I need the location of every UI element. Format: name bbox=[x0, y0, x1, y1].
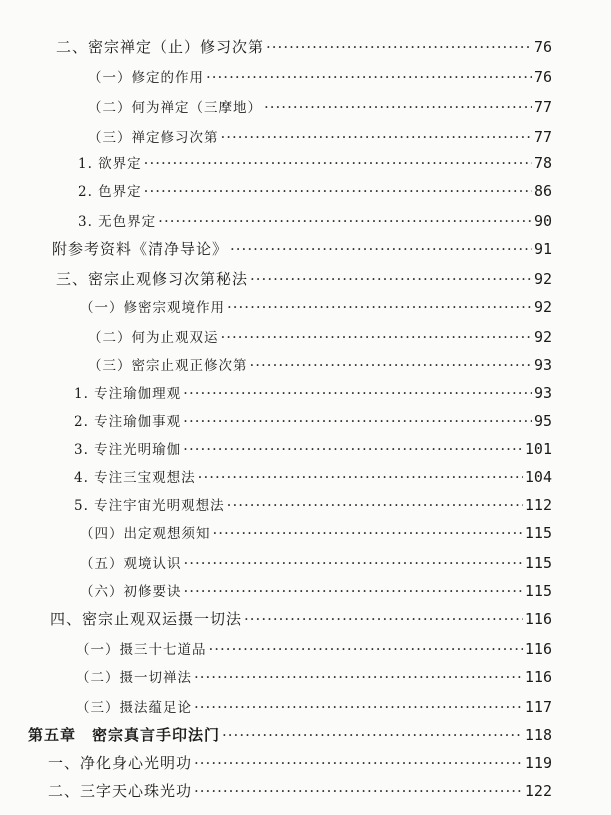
toc-entry-page: 119 bbox=[524, 754, 552, 772]
toc-entry bbox=[80, 578, 552, 604]
toc-entry-page: 78 bbox=[533, 154, 552, 172]
toc-entry-page: 93 bbox=[533, 384, 552, 402]
toc-entry-title: 4. 专注三宝观想法 bbox=[74, 470, 196, 486]
toc-entry bbox=[76, 694, 552, 720]
toc-entry-title: 附参考资料《清净导论》 bbox=[52, 240, 229, 258]
toc-entry-page: 91 bbox=[533, 240, 552, 258]
toc-entry bbox=[56, 34, 552, 60]
toc-entry-title: 1. 欲界定 bbox=[78, 156, 142, 172]
toc-entry-title: （二）何为禅定（三摩地） bbox=[88, 100, 262, 116]
toc-entry-title: 四、密宗止观双运摄一切法 bbox=[50, 610, 243, 628]
toc-entry-title: 3. 专注光明瑜伽 bbox=[74, 442, 182, 458]
dot-leader bbox=[183, 436, 523, 462]
toc-entry-title: （三）摄法蕴足论 bbox=[76, 700, 192, 716]
dot-leader bbox=[183, 380, 532, 406]
toc-entry bbox=[48, 750, 552, 776]
toc-entry bbox=[80, 550, 552, 576]
toc-entry-page: 112 bbox=[524, 496, 552, 514]
toc-entry bbox=[80, 520, 552, 546]
toc-entry-title: （二）何为止观双运 bbox=[88, 330, 219, 346]
dot-leader bbox=[222, 722, 523, 748]
toc-entry-title: 二、密宗禅定（止）修习次第 bbox=[56, 38, 265, 56]
toc-entry bbox=[28, 722, 552, 748]
toc-entry bbox=[48, 778, 552, 804]
dot-leader bbox=[213, 520, 523, 546]
toc-entry-page: 92 bbox=[533, 270, 552, 288]
dot-leader bbox=[198, 464, 523, 490]
dot-leader bbox=[221, 124, 532, 150]
toc-entry-page: 104 bbox=[524, 468, 552, 486]
toc-entry-page: 77 bbox=[533, 128, 552, 146]
toc-entry bbox=[74, 436, 552, 462]
toc-entry bbox=[88, 94, 552, 120]
toc-entry bbox=[78, 208, 552, 234]
toc-entry bbox=[80, 294, 552, 320]
toc-entry bbox=[56, 266, 552, 292]
toc-entry-title: 三、密宗止观修习次第秘法 bbox=[56, 270, 249, 288]
dot-leader bbox=[221, 324, 532, 350]
toc-entry-title: 2. 色界定 bbox=[78, 184, 142, 200]
toc-entry-page: 86 bbox=[533, 182, 552, 200]
toc-entry-title: 2. 专注瑜伽事观 bbox=[74, 414, 182, 430]
toc-entry bbox=[88, 124, 552, 150]
dot-leader bbox=[144, 178, 532, 204]
dot-leader bbox=[266, 34, 532, 60]
toc-entry bbox=[88, 324, 552, 350]
toc-entry-title: （一）修定的作用 bbox=[88, 70, 204, 86]
toc-entry-page: 77 bbox=[533, 98, 552, 116]
toc-entry bbox=[88, 64, 552, 90]
toc-entry-title: （四）出定观想须知 bbox=[80, 526, 211, 542]
dot-leader bbox=[227, 294, 532, 320]
dot-leader bbox=[206, 64, 532, 90]
toc-entry-title: （五）观境认识 bbox=[80, 556, 182, 572]
toc-entry-page: 115 bbox=[524, 524, 552, 542]
dot-leader bbox=[144, 150, 532, 176]
toc-entry bbox=[88, 352, 552, 378]
dot-leader bbox=[194, 694, 523, 720]
toc-entry-page: 93 bbox=[533, 356, 552, 374]
toc-entry-page: 90 bbox=[533, 212, 552, 230]
toc-entry-title: （三）密宗止观正修次第 bbox=[88, 358, 248, 374]
dot-leader bbox=[184, 550, 523, 576]
toc-entry-title: 3. 无色界定 bbox=[78, 214, 157, 230]
toc-entry bbox=[50, 606, 552, 632]
toc-entry-page: 116 bbox=[524, 640, 552, 658]
toc-entry-title: 5. 专注宇宙光明观想法 bbox=[74, 498, 225, 514]
dot-leader bbox=[209, 636, 523, 662]
toc-entry bbox=[74, 464, 552, 490]
toc-entry-page: 118 bbox=[524, 726, 552, 744]
toc-entry bbox=[78, 150, 552, 176]
toc-entry-title: 1. 专注瑜伽理观 bbox=[74, 386, 182, 402]
toc-entry-page: 101 bbox=[524, 440, 552, 458]
toc-entry-title: （二）摄一切禅法 bbox=[76, 670, 192, 686]
toc-entry bbox=[74, 408, 552, 434]
toc-entry-page: 76 bbox=[533, 68, 552, 86]
toc-entry bbox=[52, 236, 552, 262]
toc-entry-page: 116 bbox=[524, 610, 552, 628]
toc-entry-page: 122 bbox=[524, 782, 552, 800]
toc-entry-page: 92 bbox=[533, 298, 552, 316]
dot-leader bbox=[194, 750, 523, 776]
toc-entry-page: 117 bbox=[524, 698, 552, 716]
toc-entry bbox=[76, 664, 552, 690]
toc-entry-page: 115 bbox=[524, 554, 552, 572]
toc-entry-page: 92 bbox=[533, 328, 552, 346]
dot-leader bbox=[244, 606, 523, 632]
toc-entry-title: （六）初修要诀 bbox=[80, 584, 182, 600]
dot-leader bbox=[250, 266, 532, 292]
dot-leader bbox=[158, 208, 532, 234]
dot-leader bbox=[183, 408, 532, 434]
toc-entry-title: 二、三字天心珠光功 bbox=[48, 782, 193, 800]
toc-entry-title: （一）摄三十七道品 bbox=[76, 642, 207, 658]
toc-entry-title: 一、净化身心光明功 bbox=[48, 754, 193, 772]
toc-entry-title: （一）修密宗观境作用 bbox=[80, 300, 225, 316]
dot-leader bbox=[264, 94, 532, 120]
dot-leader bbox=[184, 578, 523, 604]
toc-entry bbox=[74, 380, 552, 406]
dot-leader bbox=[250, 352, 532, 378]
dot-leader bbox=[227, 492, 523, 518]
dot-leader bbox=[194, 664, 523, 690]
toc-entry bbox=[78, 178, 552, 204]
dot-leader bbox=[230, 236, 532, 262]
toc-entry-page: 115 bbox=[524, 582, 552, 600]
toc-entry-page: 95 bbox=[533, 412, 552, 430]
toc-entry bbox=[76, 636, 552, 662]
toc-entry-title: （三）禅定修习次第 bbox=[88, 130, 219, 146]
toc-entry-page: 116 bbox=[524, 668, 552, 686]
toc-entry-title: 第五章 密宗真言手印法门 bbox=[28, 726, 221, 744]
toc-entry-page: 76 bbox=[533, 38, 552, 56]
dot-leader bbox=[194, 778, 523, 804]
toc-entry bbox=[74, 492, 552, 518]
